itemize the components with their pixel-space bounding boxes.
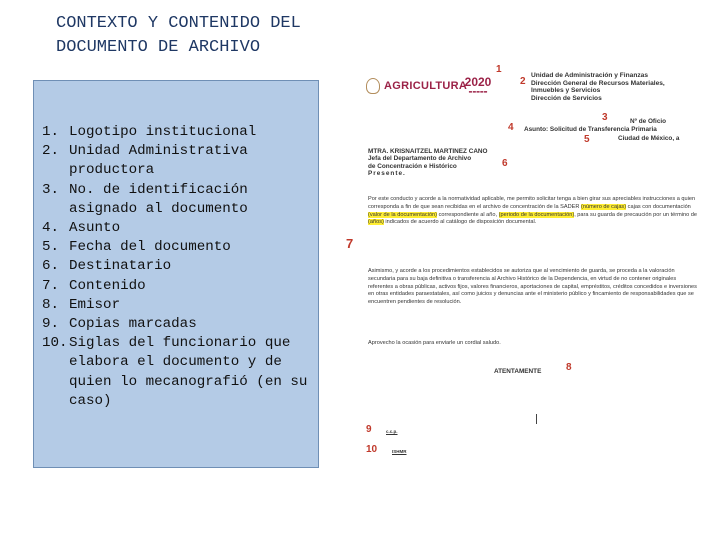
document-date: Ciudad de México, a (618, 135, 680, 142)
content-paragraph-1 (368, 196, 700, 227)
item-label: Destinatario (69, 258, 172, 275)
marker-6: 6 (502, 158, 508, 169)
header-line: Inmuebles y Servicios (531, 87, 601, 95)
item-label: No. de identificación asignado al documento (69, 181, 248, 217)
sender-sign-off: ATENTAMENTE (494, 368, 542, 375)
item-label: Fecha del documento (69, 239, 231, 256)
elements-list (42, 123, 318, 411)
list-item (42, 123, 318, 142)
emblem-icon (366, 78, 380, 94)
highlight-period: (periodo de la documentación) (498, 211, 575, 218)
marker-1: 1 (496, 64, 502, 75)
recipient-line: Jefa del Departamento de Archivo (368, 155, 472, 163)
paragraph-text: cajas con documentación (627, 203, 691, 210)
year-logo (456, 75, 500, 94)
item-number: 7. (42, 277, 60, 294)
marker-7: 7 (346, 236, 354, 251)
elements-list-box (33, 80, 319, 468)
admin-unit-header (531, 72, 707, 102)
list-item (42, 277, 318, 296)
item-number: 1. (42, 124, 60, 140)
item-label: Asunto (69, 220, 121, 237)
recipient-line: MTRA. KRISNAITZEL MARTINEZ CANO (368, 148, 488, 155)
item-number: 8. (42, 296, 60, 313)
highlight-years: (años) (368, 219, 384, 226)
list-item (42, 238, 318, 257)
logo-year: 2020 (464, 75, 492, 89)
marker-2: 2 (520, 76, 526, 87)
paragraph-text: correspondiente al año, (438, 211, 498, 218)
title-line-1: CONTEXTO Y CONTENIDO DEL (56, 14, 301, 33)
copies-marked: c.c.p. (386, 429, 398, 434)
recipient-line: Presente. (368, 170, 406, 178)
recipient-block (368, 148, 488, 178)
highlight-value: (valor de la documentación) (368, 211, 438, 218)
year-logo-strip: ▬▬▬▬▬ (468, 89, 488, 94)
slide-title (56, 12, 301, 60)
marker-3: 3 (602, 112, 608, 123)
item-label: Logotipo institucional (69, 124, 257, 140)
marker-4: 4 (508, 122, 514, 133)
paragraph-text: Por este conducto y acorde a la normatividad aplicable, me permito solicitar tenga a bien girar sus apreciables instrucciones a quien corresponda a fin de que sean recibidas en el archivo de concentración de la SADER (368, 196, 696, 210)
initials: ISHMR (392, 449, 407, 454)
paragraph-text: , para su guarda de precaución por un término de (574, 211, 698, 218)
item-number: 10. (42, 335, 68, 352)
item-number: 2. (42, 143, 60, 160)
list-item (42, 296, 318, 315)
item-label: Emisor (69, 296, 121, 313)
recipient-line: de Concentración e Histórico (368, 162, 457, 170)
list-item (42, 315, 318, 334)
list-item (42, 257, 318, 276)
list-item (42, 334, 318, 411)
list-item (42, 181, 318, 219)
item-number: 6. (42, 258, 60, 275)
header-line: Unidad de Administración y Finanzas (531, 72, 648, 79)
marker-10: 10 (366, 444, 378, 455)
highlight-boxes: (número de cajas) (581, 203, 627, 210)
title-line-2: DOCUMENTO DE ARCHIVO (56, 38, 261, 57)
item-label: Unidad Administrativa productora (69, 143, 248, 179)
marker-5: 5 (584, 134, 590, 145)
signature-mark (536, 414, 537, 424)
marker-9: 9 (366, 424, 372, 435)
marker-8: 8 (566, 362, 572, 373)
item-number: 5. (42, 239, 60, 256)
logo-text: AGRICULTURA (384, 80, 468, 92)
list-item (42, 219, 318, 238)
item-label: Copias marcadas (69, 316, 197, 333)
paragraph-text: indicados de acuerdo al catálogo de disposición documental. (385, 219, 537, 226)
item-number: 3. (42, 181, 60, 198)
oficio-number: Nº de Oficio (630, 118, 667, 125)
closing-line: Aprovecho la ocasión para enviarle un cordial saludo. (368, 340, 501, 346)
header-line: Dirección de Servicios (531, 94, 602, 102)
list-item (42, 142, 318, 180)
sample-official-document (348, 62, 710, 474)
item-number: 4. (42, 220, 60, 237)
item-label: Siglas del funcionario que elabora el documento y de quien lo mecanografió (en su caso) (69, 335, 308, 409)
content-paragraph-2: Asimismo, y acorde a los procedimientos establecidos se autoriza que al vencimiento de guarda, se proceda a la valoración secundaria para su baja definitiva o transferencia al Archivo Histórico de la Dependencia, en virtud de no contener originales referentes a obras públicas, activos fijos, valores financieros, aportaciones de capital, empréstitos, créditos concedidos e inversiones en otras entidades paraestatales, así como juicios y denuncias ante el ministerio público y fincamiento de responsabilidades que se encuentren pendientes de resolución. (368, 268, 697, 306)
item-label: Contenido (69, 277, 146, 294)
asunto: Asunto: Solicitud de Transferencia Primaria (524, 126, 657, 133)
agriculture-logo (366, 78, 467, 94)
item-number: 9. (42, 316, 60, 333)
header-line: Dirección General de Recursos Materiales, (531, 79, 665, 87)
